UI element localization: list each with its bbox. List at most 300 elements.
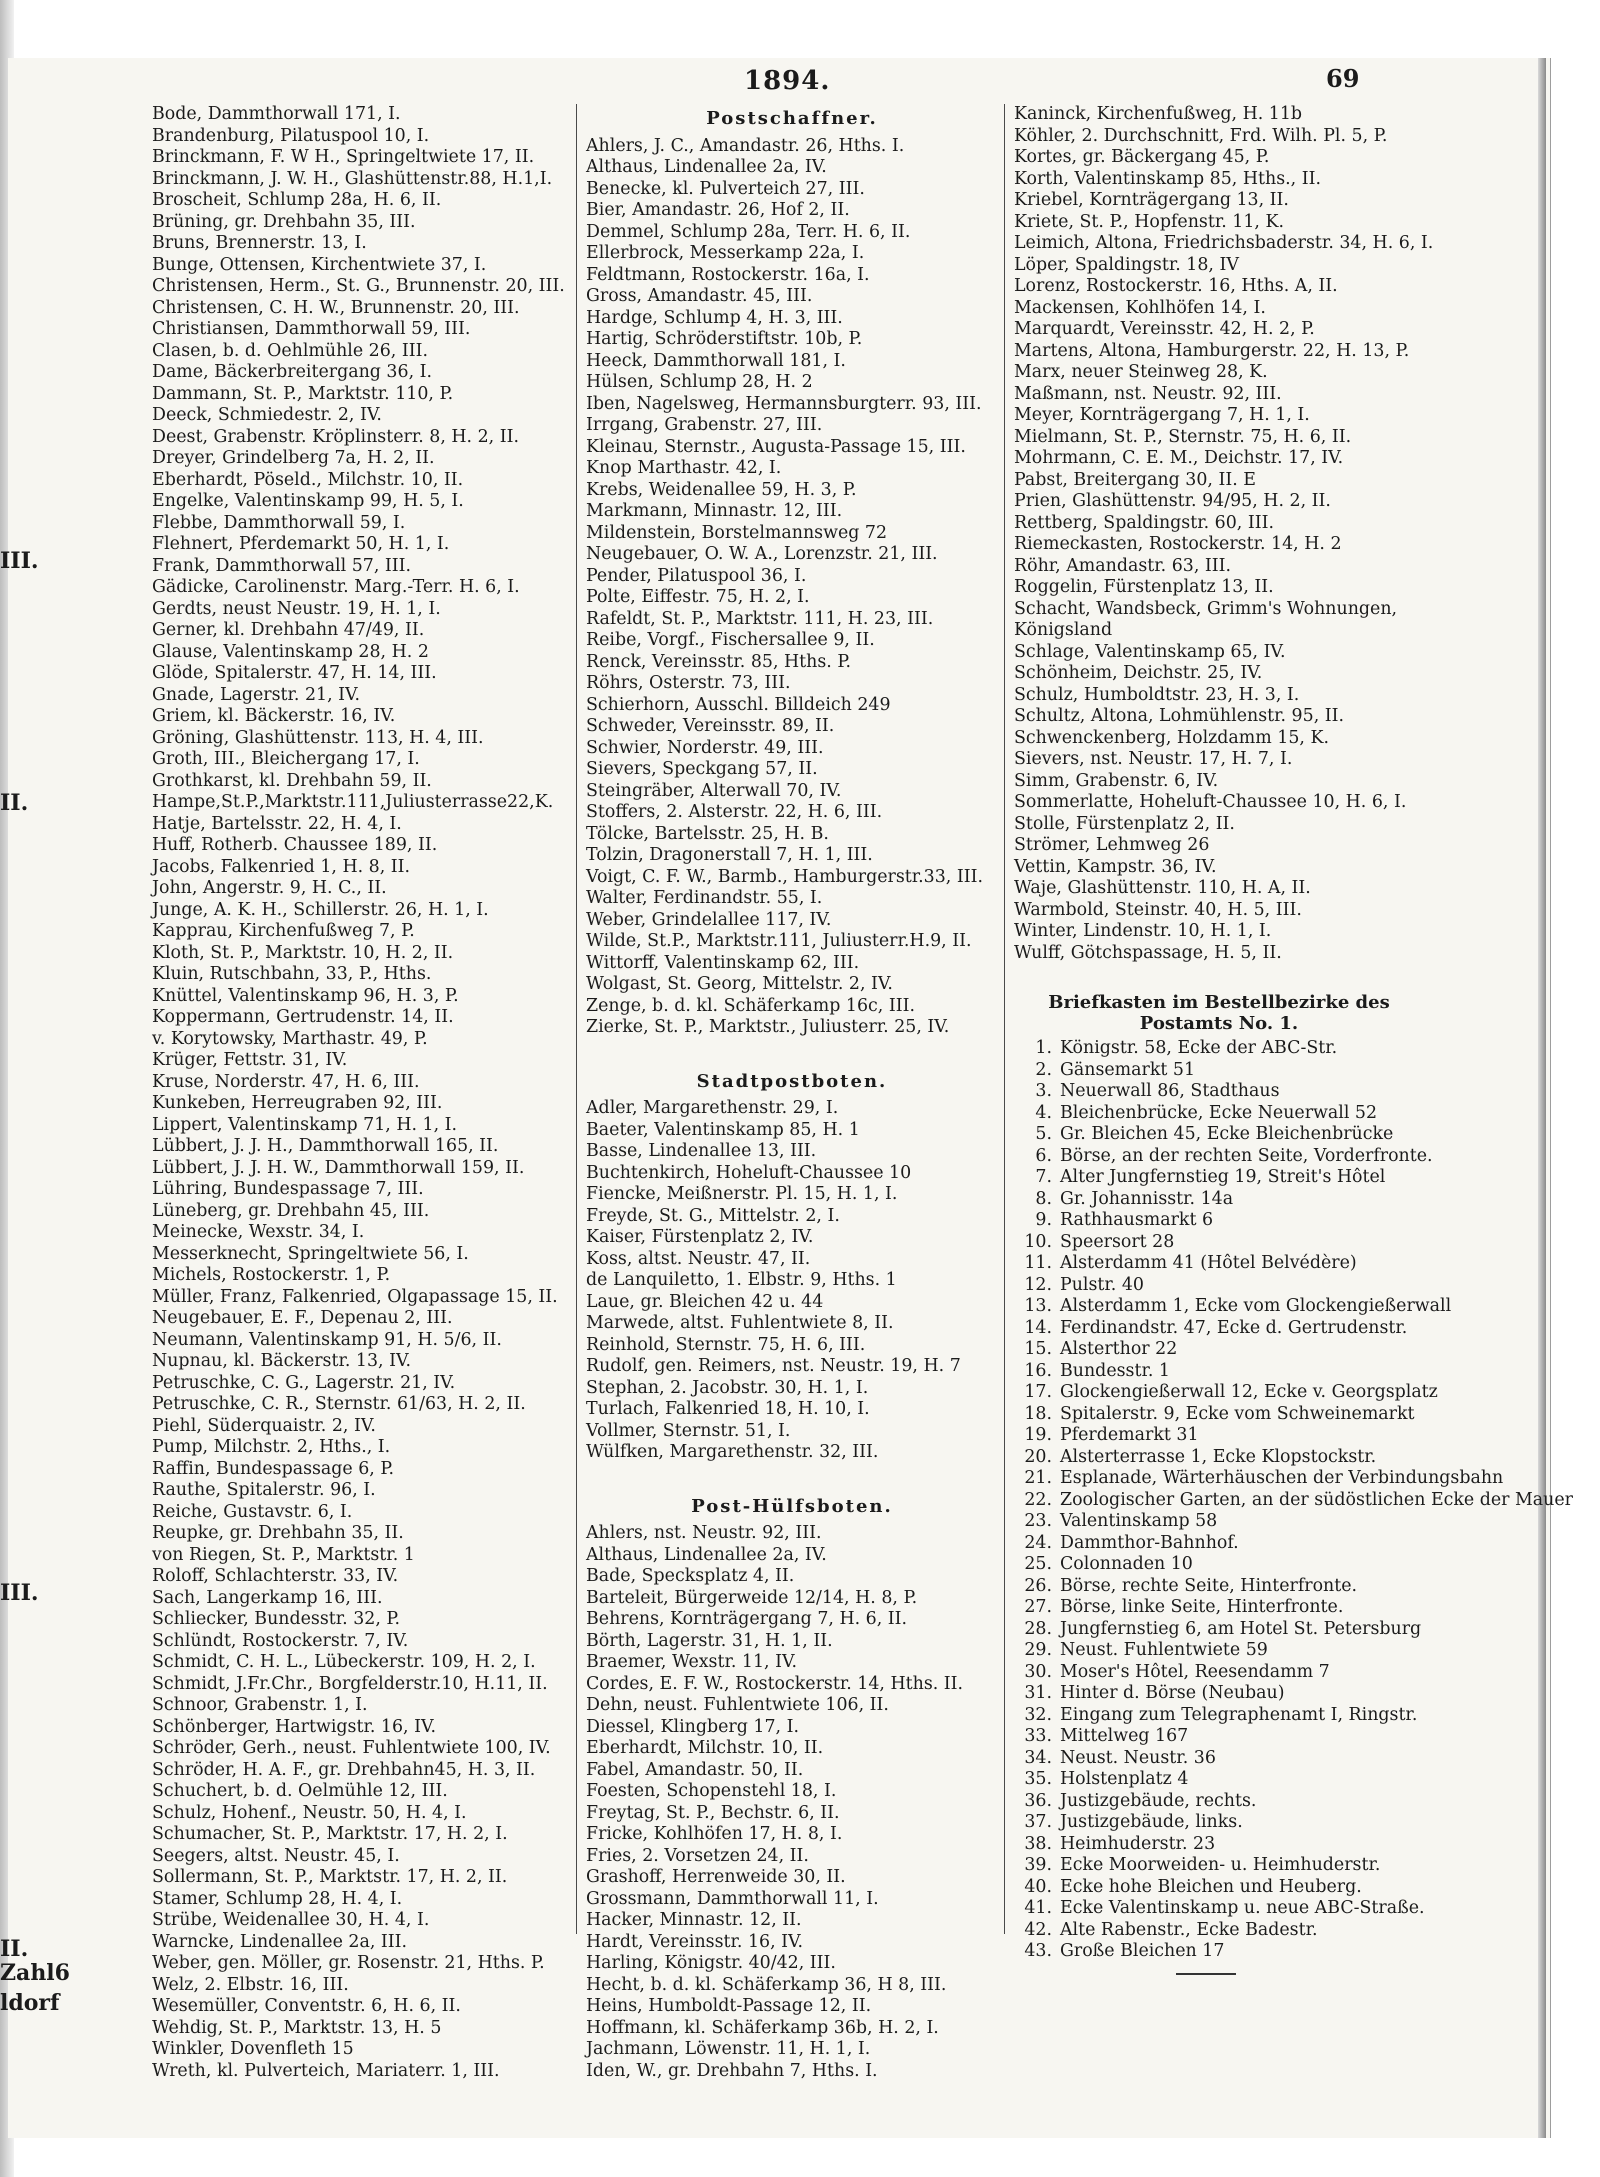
list-item: Gädicke, Carolinenstr. Marg.-Terr. H. 6, I. — [152, 577, 520, 597]
briefkasten-location: Dammthor-Bahnhof. — [1060, 1532, 1239, 1553]
list-item: Kunkeben, Herreugraben 92, III. — [152, 1093, 443, 1113]
list-item: Irrgang, Grabenstr. 27, III. — [586, 415, 823, 435]
list-item: Hartig, Schröderstiftstr. 10b, P. — [586, 329, 863, 349]
list-item: Sach, Langerkamp 16, III. — [152, 1587, 383, 1608]
directory-column-1 — [152, 104, 572, 2082]
list-item: Jachmann, Löwenstr. 11, H. 1, I. — [586, 2039, 871, 2059]
briefkasten-number: 42. — [1024, 1919, 1052, 1940]
list-item: Althaus, Lindenallee 2a, IV. — [586, 157, 827, 177]
list-item: Pump, Milchstr. 2, Hths., I. — [152, 1437, 391, 1457]
list-item: Schumacher, St. P., Marktstr. 17, H. 2, I. — [152, 1824, 508, 1844]
list-item: Gröning, Glashüttenstr. 113, H. 4, III. — [152, 727, 484, 748]
list-item: Diessel, Klingberg 17, I. — [586, 1716, 799, 1737]
briefkasten-item — [1014, 1060, 1424, 1082]
list-item: Dammann, St. P., Marktstr. 110, P. — [152, 383, 454, 404]
list-item: Kapprau, Kirchenfußweg 7, P. — [152, 921, 415, 941]
briefkasten-location: Königstr. 58, Ecke der ABC-Str. — [1060, 1038, 1338, 1058]
list-item: Ellerbrock, Messerkamp 22a, I. — [586, 243, 865, 263]
list-item: Grashoff, Herrenweide 30, II. — [586, 1867, 846, 1887]
briefkasten-location: Neust. Fuhlentwiete 59 — [1060, 1640, 1268, 1660]
list-item: Lübbert, J. J. H. W., Dammthorwall 159, II. — [152, 1157, 525, 1178]
list-item: Schierhorn, Ausschl. Billdeich 249 — [586, 694, 891, 715]
briefkasten-location: Gänsemarkt 51 — [1060, 1059, 1196, 1080]
list-item: Zenge, b. d. kl. Schäferkamp 16c, III. — [586, 995, 915, 1016]
briefkasten-item — [1014, 1145, 1433, 1168]
list-item: Junge, A. K. H., Schillerstr. 26, H. 1, I. — [152, 899, 489, 920]
briefkasten-item — [1014, 1232, 1424, 1254]
end-rule — [1176, 1973, 1236, 1975]
list-item: Sievers, Speckgang 57, II. — [586, 759, 818, 779]
briefkasten-item — [1014, 1576, 1424, 1598]
list-item: Markmann, Minnastr. 12, III. — [586, 501, 843, 521]
briefkasten-list — [1014, 1038, 1573, 1963]
list-item: Schönheim, Deichstr. 25, IV. — [1014, 663, 1263, 683]
list-item: Messerknecht, Springeltwiete 56, I. — [152, 1243, 469, 1264]
briefkasten-item — [1014, 1339, 1424, 1361]
list-item: Schliecker, Bundesstr. 32, P. — [152, 1609, 401, 1629]
briefkasten-item — [1014, 1081, 1424, 1103]
briefkasten-number: 13. — [1024, 1296, 1052, 1316]
list-item: Röhrs, Osterstr. 73, III. — [586, 673, 791, 693]
briefkasten-number: 15. — [1024, 1339, 1052, 1359]
section-spacer — [586, 1464, 998, 1492]
briefkasten-number: 41. — [1024, 1898, 1052, 1918]
list-item: Wittorff, Valentinskamp 62, III. — [586, 952, 860, 973]
briefkasten-number: 21. — [1024, 1468, 1052, 1488]
list-item: v. Korytowsky, Marthastr. 49, P. — [152, 1028, 428, 1049]
briefkasten-item — [1014, 1683, 1424, 1705]
briefkasten-number: 5. — [1035, 1124, 1052, 1144]
briefkasten-item — [1014, 1124, 1424, 1146]
list-item: Fiencke, Meißnerstr. Pl. 15, H. 1, I. — [586, 1184, 898, 1204]
briefkasten-location: Ferdinandstr. 47, Ecke d. Gertrudenstr. — [1060, 1317, 1408, 1338]
briefkasten-heading: Briefkasten im Bestellbezirke des Postamts No. 1. — [1048, 992, 1390, 1034]
briefkasten-location: Alsterdamm 41 (Hôtel Belvédère) — [1060, 1253, 1357, 1273]
list-item: Kruse, Norderstr. 47, H. 6, III. — [152, 1071, 420, 1092]
list-item: Mackensen, Kohlhöfen 14, I. — [1014, 297, 1266, 318]
list-item: Schweder, Vereinsstr. 89, II. — [586, 716, 835, 736]
list-item: Gnade, Lagerstr. 21, IV. — [152, 684, 361, 705]
list-item: Kloth, St. P., Marktstr. 10, H. 2, II. — [152, 942, 454, 963]
list-item: Schröder, H. A. F., gr. Drehbahn45, H. 3, II. — [152, 1759, 536, 1780]
list-item: Brinckmann, F. W H., Springeltwiete 17, II. — [152, 147, 535, 167]
briefkasten-location: Bundesstr. 1 — [1060, 1360, 1170, 1381]
list-item: Reinhold, Sternstr. 75, H. 6, III. — [586, 1334, 866, 1355]
briefkasten-item — [1014, 1769, 1424, 1791]
list-item: Kriebel, Kornträgergang 13, II. — [1014, 190, 1289, 210]
list-item: Prien, Glashüttenstr. 94/95, H. 2, II. — [1014, 491, 1331, 511]
list-item: Voigt, C. F. W., Barmb., Hamburgerstr.33, III. — [586, 866, 983, 887]
list-item: Fries, 2. Vorsetzen 24, II. — [586, 1845, 809, 1866]
list-item: Mohrmann, C. E. M., Deichstr. 17, IV. — [1014, 448, 1344, 468]
list-item: Hatje, Bartelsstr. 22, H. 4, I. — [152, 813, 402, 834]
list-item: Grossmann, Dammthorwall 11, I. — [586, 1888, 879, 1909]
briefkasten-location: Colonnaden 10 — [1060, 1554, 1193, 1574]
briefkasten-location: Börse, rechte Seite, Hinterfronte. — [1060, 1575, 1358, 1596]
list-item: Dame, Bäckerbreitergang 36, I. — [152, 362, 433, 382]
list-item: Roggelin, Fürstenplatz 13, II. — [1014, 577, 1274, 597]
list-item: Polte, Eiffestr. 75, H. 2, I. — [586, 587, 810, 607]
list-item: von Riegen, St. P., Marktstr. 1 — [152, 1544, 415, 1565]
briefkasten-item — [1014, 1447, 1424, 1469]
list-item: Rauthe, Spitalerstr. 96, I. — [152, 1480, 376, 1500]
briefkasten-item — [1014, 1705, 1424, 1727]
list-item: Sommerlatte, Hoheluft-Chaussee 10, H. 6, I. — [1014, 792, 1407, 812]
list-item: Petruschke, C. G., Lagerstr. 21, IV. — [152, 1372, 456, 1393]
list-item: Ahlers, J. C., Amandastr. 26, Hths. I. — [586, 135, 905, 156]
list-item: Turlach, Falkenried 18, H. 10, I. — [586, 1399, 870, 1419]
post-huelfsboten-list — [586, 1523, 998, 2082]
list-item: de Lanquiletto, 1. Elbstr. 9, Hths. 1 — [586, 1270, 897, 1290]
list-item: Lühring, Bundespassage 7, III. — [152, 1179, 424, 1199]
list-item: Demmel, Schlump 28a, Terr. H. 6, II. — [586, 221, 911, 242]
page-year: 1894. — [744, 66, 831, 96]
briefkasten-number: 16. — [1024, 1360, 1052, 1381]
list-item: Krebs, Weidenallee 59, H. 3, P. — [586, 479, 857, 500]
list-item: Weber, gen. Möller, gr. Rosenstr. 21, Hths. P. — [152, 1953, 545, 1973]
briefkasten-location: Börse, an der rechten Seite, Vorderfronte. — [1060, 1145, 1433, 1166]
list-item: Nupnau, kl. Bäckerstr. 13, IV. — [152, 1351, 412, 1371]
list-item: Martens, Altona, Hamburgerstr. 22, H. 13, P. — [1014, 340, 1410, 361]
list-item: Freytag, St. P., Bechstr. 6, II. — [586, 1802, 840, 1823]
list-item: John, Angerstr. 9, H. C., II. — [152, 878, 387, 898]
briefkasten-item — [1014, 1382, 1438, 1404]
list-item: Wolgast, St. Georg, Mittelstr. 2, IV. — [586, 974, 893, 994]
briefkasten-number: 1. — [1035, 1038, 1052, 1058]
list-item: Königsland — [1014, 620, 1113, 640]
briefkasten-item — [1014, 1103, 1424, 1125]
list-item: Flehnert, Pferdemarkt 50, H. 1, I. — [152, 534, 450, 554]
briefkasten-item — [1014, 1361, 1424, 1383]
briefkasten-location: Bleichenbrücke, Ecke Neuerwall 52 — [1060, 1102, 1378, 1123]
list-item: Neugebauer, E. F., Depenau 2, III. — [152, 1308, 453, 1328]
list-item: Börth, Lagerstr. 31, H. 1, II. — [586, 1630, 833, 1651]
list-item: Behrens, Kornträgergang 7, H. 6, II. — [586, 1609, 908, 1629]
briefkasten-location: Speersort 28 — [1060, 1231, 1175, 1252]
briefkasten-item — [1014, 1167, 1424, 1189]
list-item: Steingräber, Alterwall 70, IV. — [586, 780, 842, 801]
list-item: Reibe, Vorgf., Fischersallee 9, II. — [586, 630, 875, 650]
briefkasten-item — [1014, 1619, 1424, 1641]
briefkasten-item — [1014, 1038, 1424, 1060]
list-item: Stephan, 2. Jacobstr. 30, H. 1, I. — [586, 1377, 869, 1398]
list-item: Christensen, Herm., St. G., Brunnenstr. 20, III. — [152, 276, 565, 296]
briefkasten-item — [1014, 1468, 1504, 1490]
list-item: Leimich, Altona, Friedrichsbaderstr. 34, H. 6, I. — [1014, 233, 1434, 253]
list-item: Basse, Lindenallee 13, III. — [586, 1141, 817, 1161]
list-item: Hacker, Minnastr. 12, II. — [586, 1910, 802, 1930]
briefkasten-location: Alte Rabenstr., Ecke Badestr. — [1060, 1919, 1318, 1940]
section-title-postschaffner: Postschaffner. — [706, 108, 878, 129]
list-item: Schulz, Hohenf., Neustr. 50, H. 4, I. — [152, 1802, 467, 1823]
briefkasten-location: Esplanade, Wärterhäuschen der Verbindungsbahn — [1060, 1468, 1504, 1488]
briefkasten-number: 37. — [1024, 1812, 1052, 1832]
list-item: Wulff, Götchspassage, H. 5, II. — [1014, 942, 1282, 963]
list-item: Schmidt, J.Fr.Chr., Borgfelderstr.10, H.11, II. — [152, 1673, 548, 1694]
list-item: Fricke, Kohlhöfen 17, H. 8, I. — [586, 1824, 843, 1844]
list-item: Renck, Vereinsstr. 85, Hths. P. — [586, 651, 852, 672]
list-item: Althaus, Lindenallee 2a, IV. — [586, 1544, 827, 1565]
list-item: Vettin, Kampstr. 36, IV. — [1014, 856, 1217, 877]
briefkasten-item — [1014, 1275, 1424, 1297]
briefkasten-location: Alsterdamm 1, Ecke vom Glockengießerwall — [1060, 1296, 1452, 1316]
list-item: Wreth, kl. Pulverteich, Mariaterr. 1, III. — [152, 2060, 500, 2081]
list-item: Sievers, nst. Neustr. 17, H. 7, I. — [1014, 749, 1293, 769]
list-item: Schultz, Altona, Lohmühlenstr. 95, II. — [1014, 706, 1345, 726]
briefkasten-number: 24. — [1024, 1532, 1052, 1553]
list-item: Stolle, Fürstenplatz 2, II. — [1014, 813, 1235, 834]
briefkasten-location: Alter Jungfernstieg 19, Streit's Hôtel — [1060, 1167, 1386, 1187]
briefkasten-item — [1014, 1489, 1573, 1512]
list-item: Meyer, Kornträgergang 7, H. 1, I. — [1014, 405, 1310, 425]
list-item: Marwede, altst. Fuhlentwiete 8, II. — [586, 1313, 894, 1333]
list-item: Kluin, Rutschbahn, 33, P., Hths. — [152, 964, 432, 984]
list-item: Neumann, Valentinskamp 91, H. 5/6, II. — [152, 1329, 502, 1350]
briefkasten-item — [1014, 1941, 1424, 1963]
list-item: Griem, kl. Bäckerstr. 16, IV. — [152, 706, 396, 726]
list-item: Gerner, kl. Drehbahn 47/49, II. — [152, 620, 425, 640]
list-item: Warmbold, Steinstr. 40, H. 5, III. — [1014, 899, 1302, 920]
briefkasten-number: 20. — [1024, 1446, 1052, 1467]
list-item: Müller, Franz, Falkenried, Olgapassage 15, II. — [152, 1286, 558, 1307]
list-item: Koppermann, Gertrudenstr. 14, II. — [152, 1007, 454, 1027]
briefkasten-number: 31. — [1024, 1683, 1052, 1703]
briefkasten-number: 3. — [1035, 1081, 1052, 1101]
list-item: Dehn, neust. Fuhlentwiete 106, II. — [586, 1695, 889, 1715]
list-item: Köhler, 2. Durchschnitt, Frd. Wilh. Pl. 5, P. — [1014, 125, 1388, 146]
briefkasten-item — [1014, 1877, 1424, 1899]
list-item: Raffin, Bundespassage 6, P. — [152, 1458, 395, 1479]
briefkasten-location: Holstenplatz 4 — [1060, 1769, 1189, 1789]
list-item: Vollmer, Sternstr. 51, I. — [586, 1420, 791, 1441]
briefkasten-location: Heimhuderstr. 23 — [1060, 1833, 1216, 1854]
list-item: Löper, Spaldingstr. 18, IV — [1014, 254, 1239, 275]
briefkasten-location: Pferdemarkt 31 — [1060, 1425, 1199, 1445]
list-item: Kriete, St. P., Hopfenstr. 11, K. — [1014, 211, 1284, 232]
briefkasten-item — [1014, 1640, 1424, 1662]
list-item: Baeter, Valentinskamp 85, H. 1 — [586, 1119, 860, 1140]
briefkasten-number: 2. — [1035, 1059, 1052, 1080]
briefkasten-location: Rathhausmarkt 6 — [1060, 1210, 1214, 1230]
directory-column-3 — [1014, 104, 1573, 1975]
list-item: Benecke, kl. Pulverteich 27, III. — [586, 178, 865, 199]
list-item: Ahlers, nst. Neustr. 92, III. — [586, 1523, 822, 1543]
list-item: Hardt, Vereinsstr. 16, IV. — [586, 1931, 804, 1952]
briefkasten-number: 35. — [1024, 1769, 1052, 1789]
margin-fragment: II. — [0, 1936, 29, 1962]
list-item: Eberhardt, Pöseld., Milchstr. 10, II. — [152, 469, 464, 490]
list-item: Lippert, Valentinskamp 71, H. 1, I. — [152, 1114, 458, 1135]
list-item: Simm, Grabenstr. 6, IV. — [1014, 770, 1219, 791]
list-item: Lübbert, J. J. H., Dammthorwall 165, II. — [152, 1136, 499, 1156]
briefkasten-number: 26. — [1024, 1575, 1052, 1596]
directory-column-2 — [586, 104, 998, 2082]
list-item: Strömer, Lehmweg 26 — [1014, 835, 1210, 855]
briefkasten-number: 23. — [1024, 1511, 1052, 1531]
list-item: Kaiser, Fürstenplatz 2, IV. — [586, 1227, 814, 1247]
briefkasten-number: 12. — [1024, 1274, 1052, 1295]
list-item: Gerdts, neust Neustr. 19, H. 1, I. — [152, 598, 441, 619]
list-item: Bunge, Ottensen, Kirchentwiete 37, I. — [152, 254, 487, 275]
briefkasten-number: 6. — [1035, 1145, 1052, 1166]
briefkasten-location: Alsterterrasse 1, Ecke Klopstockstr. — [1060, 1446, 1377, 1467]
list-item: Riemeckasten, Rostockerstr. 14, H. 2 — [1014, 534, 1342, 554]
briefkasten-item — [1014, 1533, 1424, 1555]
list-item: Kortes, gr. Bäckergang 45, P. — [1014, 147, 1270, 167]
list-item: Wesemüller, Conventstr. 6, H. 6, II. — [152, 1996, 461, 2016]
briefkasten-location: Gr. Johannisstr. 14a — [1060, 1188, 1234, 1209]
briefkasten-item — [1014, 1189, 1424, 1211]
list-item: Braemer, Wexstr. 11, IV. — [586, 1652, 798, 1672]
list-item: Frank, Dammthorwall 57, III. — [152, 555, 412, 576]
briefkasten-number: 27. — [1024, 1597, 1052, 1617]
briefkasten-location: Moser's Hôtel, Reesendamm 7 — [1060, 1661, 1330, 1682]
list-item: Krüger, Fettstr. 31, IV. — [152, 1050, 348, 1070]
list-item: Schwenckenberg, Holzdamm 15, K. — [1014, 727, 1330, 748]
list-item: Hardge, Schlump 4, H. 3, III. — [586, 307, 843, 328]
list-item: Heins, Humboldt-Passage 12, II. — [586, 1996, 872, 2016]
list-item: Tolzin, Dragonerstall 7, H. 1, III. — [586, 845, 873, 865]
briefkasten-item — [1014, 1920, 1424, 1942]
section-title-stadtpostboten: Stadtpostboten. — [696, 1070, 888, 1092]
briefkasten-location: Mittelweg 167 — [1060, 1726, 1189, 1746]
briefkasten-location: Justizgebäude, rechts. — [1060, 1790, 1257, 1811]
list-item: Welz, 2. Elbstr. 16, III. — [152, 1974, 349, 1995]
list-item: Zierke, St. P., Marktstr., Juliusterr. 25, IV. — [586, 1017, 950, 1037]
list-item: Hampe,St.P.,Marktstr.111,Juliusterrasse22,K. — [152, 792, 554, 812]
briefkasten-item — [1014, 1812, 1424, 1834]
list-item: Seegers, altst. Neustr. 45, I. — [152, 1845, 400, 1866]
briefkasten-item — [1014, 1726, 1424, 1748]
list-item: Glöde, Spitalerstr. 47, H. 14, III. — [152, 663, 437, 683]
list-item: Gross, Amandastr. 45, III. — [586, 286, 813, 306]
briefkasten-number: 38. — [1024, 1833, 1052, 1854]
list-item: Schlündt, Rostockerstr. 7, IV. — [152, 1630, 409, 1651]
list-item: Hecht, b. d. kl. Schäferkamp 36, H 8, III. — [586, 1974, 947, 1995]
briefkasten-item — [1014, 1748, 1424, 1770]
list-item: Schönberger, Hartwigstr. 16, IV. — [152, 1716, 437, 1737]
list-item: Neugebauer, O. W. A., Lorenzstr. 21, III. — [586, 544, 938, 564]
briefkasten-item — [1014, 1296, 1452, 1318]
briefkasten-location: Große Bleichen 17 — [1060, 1941, 1225, 1961]
list-item: Wülfken, Margarethenstr. 32, III. — [586, 1442, 879, 1462]
list-item: Tölcke, Bartelsstr. 25, H. B. — [586, 823, 829, 844]
list-item: Walter, Ferdinandstr. 55, I. — [586, 888, 823, 908]
column-rule — [1004, 104, 1005, 1934]
briefkasten-number: 17. — [1024, 1382, 1052, 1402]
briefkasten-number: 11. — [1024, 1253, 1052, 1273]
briefkasten-item — [1014, 1898, 1424, 1920]
briefkasten-location: Börse, linke Seite, Hinterfronte. — [1060, 1597, 1344, 1617]
list-item: Marquardt, Vereinsstr. 42, H. 2, P. — [1014, 319, 1315, 339]
briefkasten-number: 14. — [1024, 1317, 1052, 1338]
list-item: Meinecke, Wexstr. 34, I. — [152, 1222, 365, 1242]
list-item: Engelke, Valentinskamp 99, H. 5, I. — [152, 491, 464, 511]
list-item: Schwier, Norderstr. 49, III. — [586, 737, 824, 758]
briefkasten-location: Pulstr. 40 — [1060, 1274, 1144, 1295]
briefkasten-location: Ecke hohe Bleichen und Heuberg. — [1060, 1876, 1362, 1897]
briefkasten-number: 34. — [1024, 1747, 1052, 1768]
list-item: Schnoor, Grabenstr. 1, I. — [152, 1695, 368, 1715]
briefkasten-number: 22. — [1024, 1489, 1052, 1510]
list-item: Piehl, Süderquaistr. 2, IV. — [152, 1415, 376, 1436]
briefkasten-item — [1014, 1425, 1424, 1447]
list-item: Kleinau, Sternstr., Augusta-Passage 15, III. — [586, 436, 966, 457]
briefkasten-number: 39. — [1024, 1855, 1052, 1875]
list-item: Schlage, Valentinskamp 65, IV. — [1014, 641, 1286, 662]
margin-fragment: III. — [0, 1580, 39, 1606]
briefkasten-location: Alsterthor 22 — [1060, 1339, 1178, 1359]
page-number: 69 — [1326, 64, 1360, 93]
section-title-post-huelfsboten: Post-Hülfsboten. — [691, 1495, 893, 1517]
list-item: Korth, Valentinskamp 85, Hths., II. — [1014, 168, 1321, 189]
briefkasten-number: 36. — [1024, 1790, 1052, 1811]
stadtpostboten-list — [586, 1098, 998, 1464]
list-item: Cordes, E. F. W., Rostockerstr. 14, Hths. II. — [586, 1673, 964, 1694]
list-item: Schuchert, b. d. Oelmühle 12, III. — [152, 1781, 448, 1801]
list-item: Dreyer, Grindelberg 7a, H. 2, II. — [152, 448, 435, 468]
list-item: Schmidt, C. H. L., Lübeckerstr. 109, H. 2, I. — [152, 1652, 536, 1672]
briefkasten-location: Glockengießerwall 12, Ecke v. Georgsplatz — [1060, 1382, 1438, 1402]
list-item: Jacobs, Falkenried 1, H. 8, II. — [152, 856, 411, 877]
list-item: Buchtenkirch, Hoheluft-Chaussee 10 — [586, 1162, 912, 1183]
list-item: Feldtmann, Rostockerstr. 16a, I. — [586, 264, 870, 285]
list-item: Bade, Specksplatz 4, II. — [586, 1566, 795, 1586]
briefkasten-item — [1014, 1404, 1424, 1426]
list-item: Brinckmann, J. W. H., Glashüttenstr.88, H.1,I. — [152, 168, 553, 189]
list-item: Strübe, Weidenallee 30, H. 4, I. — [152, 1910, 430, 1930]
list-item: Fabel, Amandastr. 50, II. — [586, 1759, 804, 1780]
list-item: Knüttel, Valentinskamp 96, H. 3, P. — [152, 985, 459, 1006]
list-item: Eberhardt, Milchstr. 10, II. — [586, 1738, 824, 1758]
briefkasten-location: Jungfernstieg 6, am Hotel St. Petersburg — [1060, 1618, 1422, 1639]
list-item: Waje, Glashüttenstr. 110, H. A, II. — [1014, 878, 1311, 898]
briefkasten-number: 4. — [1035, 1102, 1052, 1123]
list-item: Harling, Königstr. 40/42, III. — [586, 1953, 836, 1973]
briefkasten-location: Spitalerstr. 9, Ecke vom Schweinemarkt — [1060, 1403, 1415, 1424]
list-item: Reupke, gr. Drehbahn 35, II. — [152, 1523, 404, 1543]
briefkasten-item — [1014, 1855, 1424, 1877]
briefkasten-number: 33. — [1024, 1726, 1052, 1746]
briefkasten-number: 7. — [1035, 1167, 1052, 1187]
margin-fragment: Zahl6 — [0, 1960, 70, 1986]
margin-fragment: II. — [0, 790, 29, 816]
list-item: Roloff, Schlachterstr. 33, IV. — [152, 1566, 399, 1586]
list-item: Groth, III., Bleichergang 17, I. — [152, 749, 420, 769]
list-item: Mielmann, St. P., Sternstr. 75, H. 6, II. — [1014, 426, 1352, 447]
briefkasten-item — [1014, 1318, 1424, 1340]
list-item: Schulz, Humboldtstr. 23, H. 3, I. — [1014, 684, 1300, 705]
briefkasten-number: 30. — [1024, 1661, 1052, 1682]
list-item: Stamer, Schlump 28, H. 4, I. — [152, 1888, 403, 1909]
list-item: Hülsen, Schlump 28, H. 2 — [586, 372, 813, 392]
list-item: Foesten, Schopenstehl 18, I. — [586, 1781, 837, 1801]
postschaffner-list — [586, 136, 998, 1039]
list-item: Huff, Rotherb. Chaussee 189, II. — [152, 835, 438, 855]
list-item: Bode, Dammthorwall 171, I. — [152, 104, 401, 124]
list-item: Mildenstein, Borstelmannsweg 72 — [586, 522, 888, 543]
briefkasten-item — [1014, 1662, 1424, 1684]
briefkasten-number: 32. — [1024, 1704, 1052, 1725]
column-3-list — [1014, 104, 1434, 964]
page-edge — [1538, 58, 1546, 2138]
list-item: Brüning, gr. Drehbahn 35, III. — [152, 211, 416, 232]
list-item: Deest, Grabenstr. Kröplinsterr. 8, H. 2, II. — [152, 426, 520, 447]
briefkasten-location: Justizgebäude, links. — [1060, 1812, 1243, 1832]
list-item: Laue, gr. Bleichen 42 u. 44 — [586, 1291, 824, 1312]
list-item: Sollermann, St. P., Marktstr. 17, H. 2, II. — [152, 1867, 508, 1887]
briefkasten-number: 8. — [1035, 1188, 1052, 1209]
